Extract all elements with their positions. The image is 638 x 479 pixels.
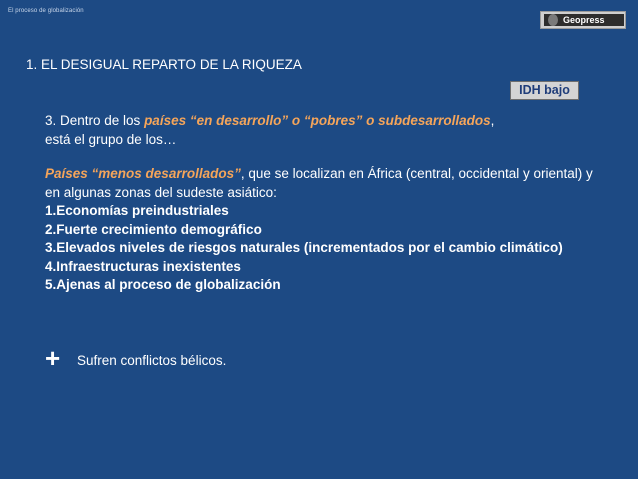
intro-paragraph bbox=[45, 112, 605, 149]
list-item: 3.Elevados niveles de riesgos naturales (incrementados por el cambio climático) bbox=[45, 240, 563, 255]
list-item: 4.Infraestructuras inexistentes bbox=[45, 258, 241, 274]
idh-badge: IDH bajo bbox=[510, 81, 579, 100]
intro-comma: , bbox=[490, 113, 495, 128]
section-heading: 1. EL DESIGUAL REPARTO DE LA RIQUEZA bbox=[26, 57, 302, 72]
slide-header bbox=[0, 0, 638, 30]
para2 bbox=[45, 165, 605, 202]
slide-content bbox=[45, 112, 605, 295]
para2-highlight: Países “menos desarrollados” bbox=[45, 166, 241, 181]
list-item: 2.Fuerte crecimiento demográfico bbox=[45, 221, 262, 237]
globe-icon bbox=[548, 14, 558, 26]
logo-inner bbox=[544, 14, 624, 26]
logo-text: Geopress bbox=[563, 15, 605, 25]
list-item: 5.Ajenas al proceso de globalización bbox=[45, 277, 281, 292]
plus-icon: + bbox=[45, 343, 61, 373]
intro-highlight: países “en desarrollo” o “pobres” o subdesarrollados bbox=[144, 113, 491, 128]
geopress-logo bbox=[540, 11, 626, 29]
plus-note-text: Sufren conflictos bélicos. bbox=[77, 353, 227, 368]
intro-text: 3. Dentro de los bbox=[45, 113, 145, 128]
para2-text: , que se localizan en África (central, occidental y oriental) y en algunas zonas del sudeste asiático: bbox=[45, 166, 593, 200]
presentation-title: El proceso de globalización bbox=[8, 8, 84, 14]
list-item: 1.Economías preindustriales bbox=[45, 203, 229, 218]
spacer bbox=[45, 149, 605, 165]
intro-line2: está el grupo de los… bbox=[45, 131, 177, 147]
